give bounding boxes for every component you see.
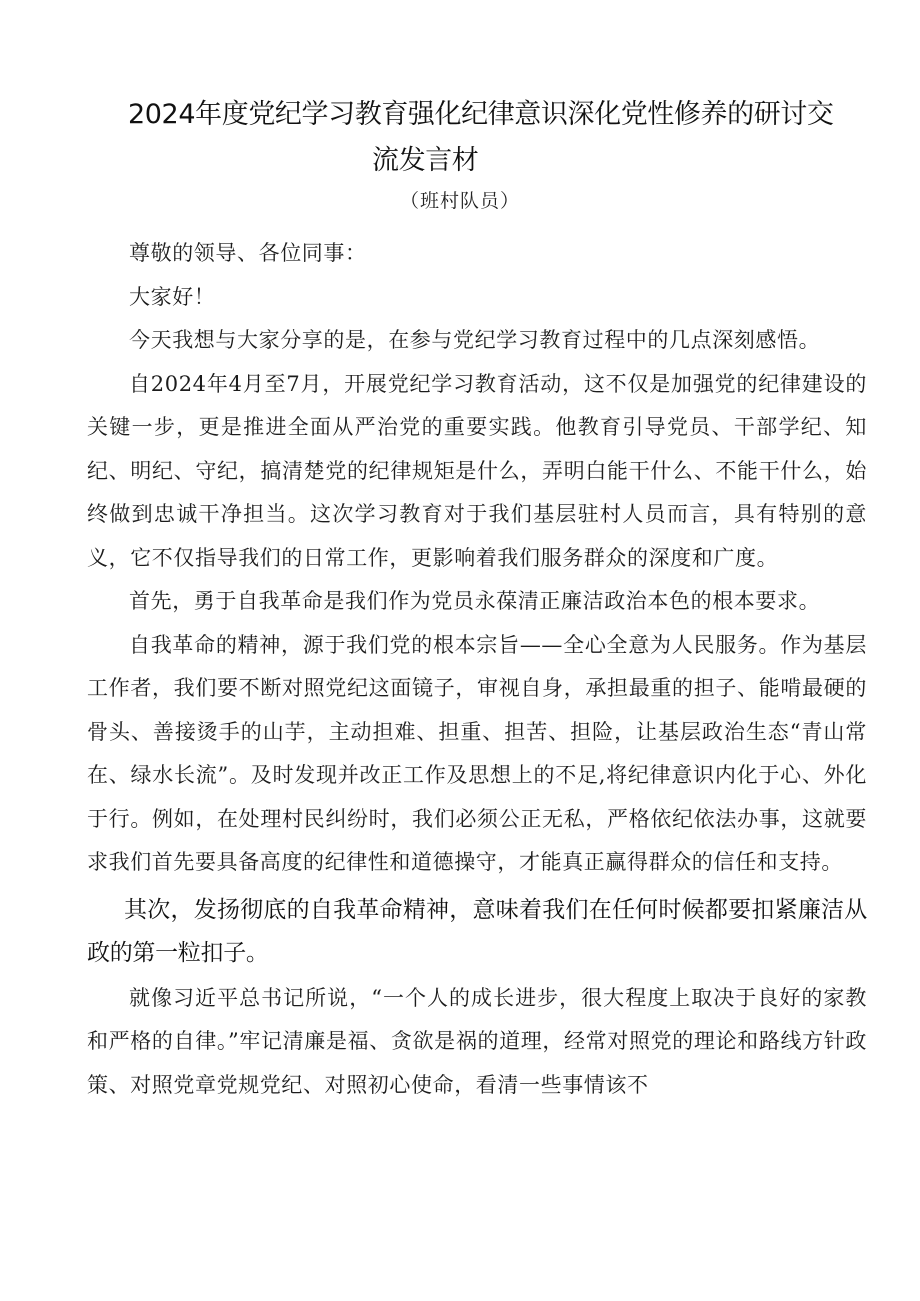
second-point-heading: 其次，发扬彻底的自我革命精神，意味着我们在任何时候都要扣紧廉洁从政的第一粒扣子。 <box>87 896 867 966</box>
background-paragraph: 自2024年4月至7月，开展党纪学习教育活动，这不仅是加强党的纪律建设的关键一步，更是推进全面从严治党的重要实践。他教育引导党员、干部学纪、知纪、明纪、守纪，搞清楚党的纪律规矩是什么，弄明白能干什么、不能干什么，始终做到忠诚干净担当。这次学习教育对于我们基层驻村人员而言，具有特别的意义，它不仅指导我们的日常工作，更影响着我们服务群众的深度和广度。 <box>87 371 867 570</box>
document-body <box>87 232 867 1107</box>
document-title-line-2: 流发言材 <box>372 145 479 176</box>
author-subtitle: （班村队员） <box>399 190 520 212</box>
document-title <box>128 92 868 184</box>
salutation: 尊敬的领导、各位同事： <box>129 241 367 265</box>
greeting: 大家好！ <box>129 284 216 309</box>
first-point-paragraph: 首先，勇于自我革命是我们作为党员永葆清正廉洁政治本色的根本要求。 <box>129 589 821 613</box>
self-revolution-paragraph: 自我革命的精神，源于我们党的根本宗旨——全心全意为人民服务。作为基层工作者，我们要不断对照党纪这面镜子，审视自身，承担最重的担子、能啃最硬的骨头、善接烫手的山芋，主动担难、担重、担苦、担险，让基层政治生态“青山常在、绿水长流”。及时发现并改正工作及思想上的不足,将纪律意识内化于心、外化于行。例如，在处理村民纠纷时，我们必须公正无私，严格依纪依法办事，这就要求我们首先要具备高度的纪律性和道德操守，才能真正赢得群众的信任和支持。 <box>87 632 867 874</box>
self-discipline-paragraph: 就像习近平总书记所说，“一个人的成长进步，很大程度上取决于良好的家教和严格的自律。”牢记清廉是福、贪欲是祸的道理，经常对照党的理论和路线方针政策、对照党章党规党纪、对照初心使命，看清一些事情该不 <box>87 985 867 1097</box>
intro-paragraph: 今天我想与大家分享的是，在参与党纪学习教育过程中的几点深刻感悟。 <box>129 328 821 352</box>
document-title-line-1: 2024年度党纪学习教育强化纪律意识深化党性修养的研讨交 <box>128 99 834 130</box>
